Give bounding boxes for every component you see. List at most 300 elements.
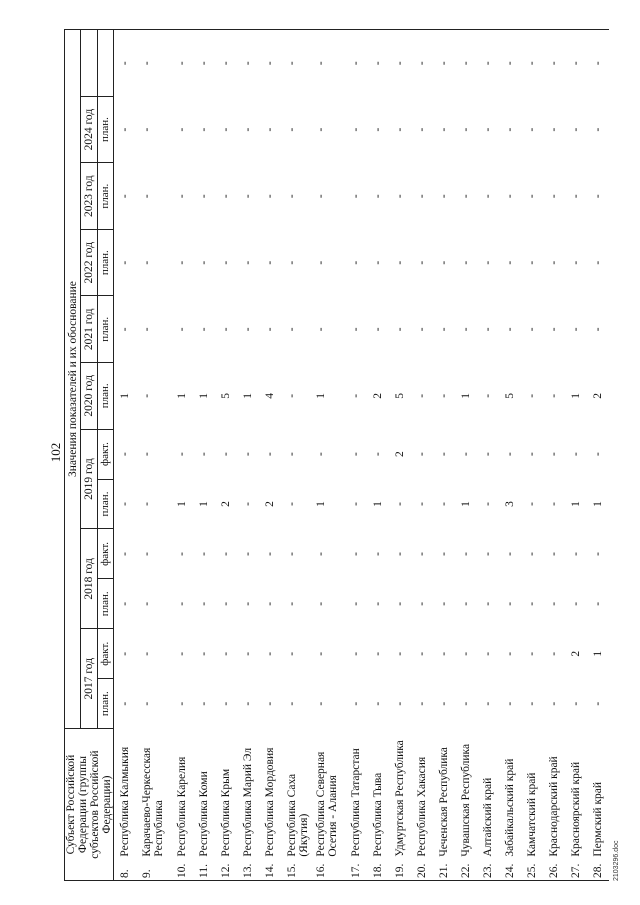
value-cell: - <box>547 127 560 132</box>
value-cell: - <box>367 30 389 97</box>
value-cell: 5 <box>503 392 516 399</box>
value-cell: - <box>481 502 494 506</box>
value-cell: - <box>241 552 254 556</box>
col-fact: факт. <box>97 429 113 479</box>
value-cell: - <box>459 651 472 656</box>
value-cell: - <box>285 601 298 606</box>
value-cell: 2 <box>371 392 384 399</box>
value-cell: - <box>314 260 327 265</box>
value-cell: - <box>371 127 384 132</box>
value-cell: - <box>437 651 450 656</box>
value-cell: - <box>219 601 232 606</box>
table-row <box>281 30 310 881</box>
value-cell: - <box>525 260 538 265</box>
value-cell: - <box>371 552 384 556</box>
row-number: 18. <box>367 859 389 881</box>
value-cell: - <box>345 30 367 97</box>
value-cell: - <box>569 601 582 606</box>
value-cell: - <box>119 601 131 606</box>
region-name: Удмуртская Республика <box>393 740 406 857</box>
value-cell: - <box>503 127 516 132</box>
value-cell: - <box>591 194 604 199</box>
value-cell: - <box>525 452 538 456</box>
value-cell: - <box>371 327 384 332</box>
value-cell: - <box>459 452 472 456</box>
value-cell: - <box>437 327 450 332</box>
row-number: 27. <box>565 859 587 881</box>
value-cell: - <box>459 701 472 706</box>
value-cell: - <box>175 452 188 456</box>
value-cell: - <box>285 393 298 398</box>
year-2018: 2018 год <box>81 529 97 629</box>
value-cell: 1 <box>241 392 254 399</box>
value-cell: - <box>219 127 232 132</box>
region-name: Карачаево-Черкесская Республика <box>140 747 165 857</box>
value-cell: - <box>119 127 131 132</box>
value-cell: - <box>591 552 604 556</box>
value-cell: 1 <box>371 501 384 507</box>
value-cell: - <box>503 601 516 606</box>
value-cell: 2 <box>569 650 582 657</box>
value-cell: - <box>285 552 298 556</box>
value-cell: - <box>393 701 406 706</box>
value-cell: - <box>415 552 428 556</box>
value-cell: - <box>481 327 494 332</box>
value-cell: - <box>285 327 298 332</box>
table-body <box>114 30 609 881</box>
value-cell: - <box>349 327 362 332</box>
table-row <box>171 30 193 881</box>
col-plan: план. <box>97 96 113 163</box>
region-name: Республика Хакасия <box>415 756 428 857</box>
value-cell: - <box>241 502 254 506</box>
region-name: Республика Татарстан <box>349 748 362 857</box>
value-cell: - <box>569 327 582 332</box>
value-cell: - <box>175 260 188 265</box>
value-cell: - <box>481 393 494 398</box>
col-fact: факт. <box>97 629 113 679</box>
value-cell: - <box>393 127 406 132</box>
value-cell: - <box>219 552 232 556</box>
value-cell: - <box>415 260 428 265</box>
region-name: Республика Калмыкия <box>119 746 131 857</box>
value-cell: - <box>140 552 153 556</box>
table-row <box>389 30 411 881</box>
value-cell: - <box>314 701 327 706</box>
value-cell: - <box>547 194 560 199</box>
region-name: Пермский край <box>591 781 604 857</box>
row-number: 19. <box>389 859 411 881</box>
year-2022: 2022 год <box>81 229 97 296</box>
table-row <box>310 30 345 881</box>
value-cell: - <box>591 327 604 332</box>
value-cell: - <box>263 601 276 606</box>
year-2019: 2019 год <box>81 429 97 529</box>
value-cell: - <box>415 651 428 656</box>
value-cell: 1 <box>175 392 188 399</box>
col-plan: план. <box>97 163 113 230</box>
value-cell: - <box>371 260 384 265</box>
value-cell: - <box>547 601 560 606</box>
value-cell: - <box>459 601 472 606</box>
value-cell: - <box>119 260 131 265</box>
value-cell: - <box>197 552 210 556</box>
value-cell: - <box>393 327 406 332</box>
value-cell: - <box>437 502 450 506</box>
row-number: 23. <box>477 859 499 881</box>
value-cell: - <box>140 127 153 132</box>
value-cell: 5 <box>219 392 232 399</box>
value-cell: - <box>459 260 472 265</box>
table-row <box>521 30 543 881</box>
table-row <box>114 30 136 881</box>
row-number: 11. <box>193 859 215 881</box>
region-name: Камчатский край <box>525 772 538 857</box>
value-cell: - <box>503 552 516 556</box>
value-cell: - <box>241 651 254 656</box>
value-cell: - <box>547 701 560 706</box>
row-number: 26. <box>543 859 565 881</box>
value-cell: - <box>263 327 276 332</box>
value-cell: - <box>263 701 276 706</box>
region-name: Республика Северная Осетия - Алания <box>314 751 339 857</box>
row-number: 12. <box>215 859 237 881</box>
value-cell: - <box>371 601 384 606</box>
value-cell: - <box>219 327 232 332</box>
value-cell: - <box>437 552 450 556</box>
value-cell: - <box>175 701 188 706</box>
region-name: Забайкальский край <box>503 758 516 857</box>
row-number: 16. <box>310 859 345 881</box>
value-cell: - <box>525 393 538 398</box>
value-cell: - <box>459 327 472 332</box>
table-row <box>433 30 455 881</box>
value-cell: - <box>285 260 298 265</box>
value-cell: - <box>285 701 298 706</box>
value-cell: 2 <box>263 501 276 507</box>
value-cell: - <box>569 127 582 132</box>
value-cell: - <box>481 601 494 606</box>
col-plan: план. <box>97 579 113 629</box>
year-2021: 2021 год <box>81 296 97 363</box>
value-cell: 2 <box>591 392 604 399</box>
region-name: Республика Саха (Якутия) <box>285 773 310 857</box>
value-cell: - <box>310 30 345 97</box>
value-cell: - <box>119 452 131 456</box>
subject-header: Субъект Российской Федерации (группы субъектов Российской Федерации) <box>65 729 114 881</box>
value-cell: 5 <box>393 392 406 399</box>
value-cell: - <box>140 393 153 398</box>
value-cell: - <box>481 651 494 656</box>
row-number: 25. <box>521 859 543 881</box>
value-cell: - <box>175 552 188 556</box>
value-cell: - <box>393 260 406 265</box>
col-fact: факт. <box>97 529 113 579</box>
value-cell: - <box>437 701 450 706</box>
page-number: 102 <box>48 442 63 463</box>
row-number: 14. <box>259 859 281 881</box>
region-name: Республика Марий Эл <box>241 747 254 857</box>
value-cell: - <box>547 502 560 506</box>
value-cell: - <box>237 30 259 97</box>
value-cell: 1 <box>175 501 188 507</box>
footer-filename: 2103296.doc <box>613 840 620 881</box>
value-cell: - <box>547 651 560 656</box>
region-name: Красноярский край <box>569 761 582 857</box>
value-cell: - <box>521 30 543 97</box>
value-cell: - <box>219 452 232 456</box>
value-cell: - <box>437 452 450 456</box>
value-cell: - <box>285 452 298 456</box>
region-name: Республика Карелия <box>175 756 188 857</box>
year-blank <box>81 30 97 97</box>
value-cell: - <box>591 701 604 706</box>
value-cell: 4 <box>263 392 276 399</box>
value-cell: - <box>547 327 560 332</box>
value-cell: - <box>393 502 406 506</box>
year-2020: 2020 год <box>81 363 97 430</box>
value-cell: - <box>481 260 494 265</box>
value-cell: - <box>503 327 516 332</box>
value-cell: - <box>314 452 327 456</box>
value-cell: - <box>499 30 521 97</box>
value-cell: - <box>569 701 582 706</box>
row-number: 20. <box>411 859 433 881</box>
row-number: 28. <box>587 859 609 881</box>
row-number: 17. <box>345 859 367 881</box>
row-number: 9. <box>136 859 171 881</box>
value-cell: - <box>349 452 362 456</box>
value-cell: - <box>415 393 428 398</box>
value-cell: - <box>349 651 362 656</box>
values-title: Значения показателей и их обоснование <box>65 30 81 729</box>
value-cell: - <box>119 552 131 556</box>
value-cell: - <box>263 260 276 265</box>
value-cell: - <box>314 327 327 332</box>
value-cell: - <box>569 452 582 456</box>
col-blank <box>97 30 113 97</box>
value-cell: - <box>197 701 210 706</box>
value-cell: - <box>285 651 298 656</box>
value-cell: - <box>393 601 406 606</box>
table-row <box>193 30 215 881</box>
value-cell: - <box>565 30 587 97</box>
value-cell: - <box>591 452 604 456</box>
value-cell: - <box>437 393 450 398</box>
value-cell: - <box>415 127 428 132</box>
value-cell: - <box>263 651 276 656</box>
value-cell: - <box>569 194 582 199</box>
col-plan: план. <box>97 363 113 430</box>
value-cell: - <box>175 601 188 606</box>
value-cell: - <box>241 601 254 606</box>
value-cell: - <box>119 327 131 332</box>
value-cell: - <box>241 701 254 706</box>
value-cell: - <box>349 502 362 506</box>
value-cell: - <box>193 30 215 97</box>
value-cell: - <box>114 30 136 97</box>
row-number: 22. <box>455 859 477 881</box>
value-cell: - <box>587 30 609 97</box>
table-row <box>565 30 587 881</box>
value-cell: - <box>503 701 516 706</box>
year-2017: 2017 год <box>81 629 97 729</box>
value-cell: - <box>241 194 254 199</box>
value-cell: - <box>314 601 327 606</box>
value-cell: - <box>215 30 237 97</box>
value-cell: 1 <box>459 392 472 399</box>
value-cell: 1 <box>314 501 327 507</box>
value-cell: - <box>525 601 538 606</box>
value-cell: - <box>459 194 472 199</box>
value-cell: - <box>547 452 560 456</box>
value-cell: 1 <box>569 501 582 507</box>
value-cell: - <box>415 194 428 199</box>
value-cell: - <box>140 260 153 265</box>
row-number: 8. <box>114 859 136 881</box>
indicator-table <box>64 29 609 881</box>
value-cell: - <box>314 552 327 556</box>
value-cell: - <box>314 127 327 132</box>
value-cell: - <box>525 552 538 556</box>
value-cell: - <box>175 327 188 332</box>
value-cell: - <box>525 194 538 199</box>
value-cell: - <box>415 327 428 332</box>
value-cell: 1 <box>591 650 604 657</box>
value-cell: - <box>349 260 362 265</box>
value-cell: - <box>437 127 450 132</box>
value-cell: - <box>140 701 153 706</box>
value-cell: - <box>389 30 411 97</box>
table-row <box>477 30 499 881</box>
value-cell: - <box>481 701 494 706</box>
table-row <box>259 30 281 881</box>
value-cell: - <box>219 260 232 265</box>
value-cell: - <box>241 452 254 456</box>
value-cell: - <box>437 601 450 606</box>
row-number: 15. <box>281 859 310 881</box>
value-cell: - <box>481 127 494 132</box>
col-plan: план. <box>97 679 113 729</box>
value-cell: 2 <box>393 451 406 457</box>
value-cell: - <box>259 30 281 97</box>
value-cell: - <box>393 552 406 556</box>
value-cell: - <box>569 552 582 556</box>
value-cell: - <box>371 701 384 706</box>
value-cell: - <box>591 601 604 606</box>
table-row <box>499 30 521 881</box>
value-cell: - <box>591 127 604 132</box>
value-cell: - <box>371 452 384 456</box>
value-cell: - <box>525 502 538 506</box>
value-cell: - <box>281 30 310 97</box>
row-number: 24. <box>499 859 521 881</box>
value-cell: - <box>285 127 298 132</box>
value-cell: - <box>175 127 188 132</box>
value-cell: - <box>455 30 477 97</box>
region-name: Республика Тыва <box>371 772 384 857</box>
value-cell: - <box>525 327 538 332</box>
value-cell: - <box>459 127 472 132</box>
region-name: Республика Крым <box>219 768 232 857</box>
table-row <box>411 30 433 881</box>
year-2023: 2023 год <box>81 163 97 230</box>
value-cell: - <box>547 393 560 398</box>
value-cell: - <box>415 452 428 456</box>
value-cell: - <box>547 260 560 265</box>
value-cell: - <box>349 552 362 556</box>
value-cell: - <box>437 260 450 265</box>
value-cell: - <box>503 452 516 456</box>
value-cell: - <box>459 552 472 556</box>
region-name: Алтайский край <box>481 777 494 857</box>
value-cell: - <box>415 701 428 706</box>
value-cell: - <box>136 30 171 97</box>
value-cell: - <box>197 452 210 456</box>
col-plan: план. <box>97 229 113 296</box>
value-cell: - <box>140 601 153 606</box>
value-cell: - <box>371 194 384 199</box>
table-row <box>215 30 237 881</box>
value-cell: - <box>140 502 153 506</box>
value-cell: - <box>481 452 494 456</box>
table-row <box>345 30 367 881</box>
value-cell: - <box>119 701 131 706</box>
col-plan: план. <box>97 479 113 529</box>
value-cell: 1 <box>314 392 327 399</box>
table-row <box>543 30 565 881</box>
table-row <box>136 30 171 881</box>
value-cell: - <box>263 552 276 556</box>
value-cell: - <box>481 194 494 199</box>
value-cell: 1 <box>569 392 582 399</box>
value-cell: - <box>119 194 131 199</box>
table-row <box>587 30 609 881</box>
value-cell: - <box>569 260 582 265</box>
value-cell: - <box>433 30 455 97</box>
value-cell: - <box>525 127 538 132</box>
region-name: Чеченская Республика <box>437 747 450 857</box>
value-cell: - <box>197 327 210 332</box>
col-plan: план. <box>97 296 113 363</box>
value-cell: - <box>314 651 327 656</box>
value-cell: - <box>119 502 131 506</box>
value-cell: - <box>411 30 433 97</box>
value-cell: - <box>481 552 494 556</box>
value-cell: - <box>547 552 560 556</box>
value-cell: - <box>219 651 232 656</box>
table-row <box>237 30 259 881</box>
value-cell: - <box>175 651 188 656</box>
value-cell: - <box>119 651 131 656</box>
value-cell: - <box>525 651 538 656</box>
value-cell: - <box>140 194 153 199</box>
value-cell: - <box>415 502 428 506</box>
value-cell: - <box>415 601 428 606</box>
value-cell: - <box>477 30 499 97</box>
value-cell: - <box>525 701 538 706</box>
value-cell: - <box>140 452 153 456</box>
value-cell: - <box>263 452 276 456</box>
value-cell: - <box>197 260 210 265</box>
value-cell: - <box>285 194 298 199</box>
value-cell: - <box>241 327 254 332</box>
value-cell: - <box>349 194 362 199</box>
value-cell: - <box>197 127 210 132</box>
value-cell: - <box>140 651 153 656</box>
value-cell: 1 <box>459 501 472 507</box>
value-cell: - <box>503 260 516 265</box>
